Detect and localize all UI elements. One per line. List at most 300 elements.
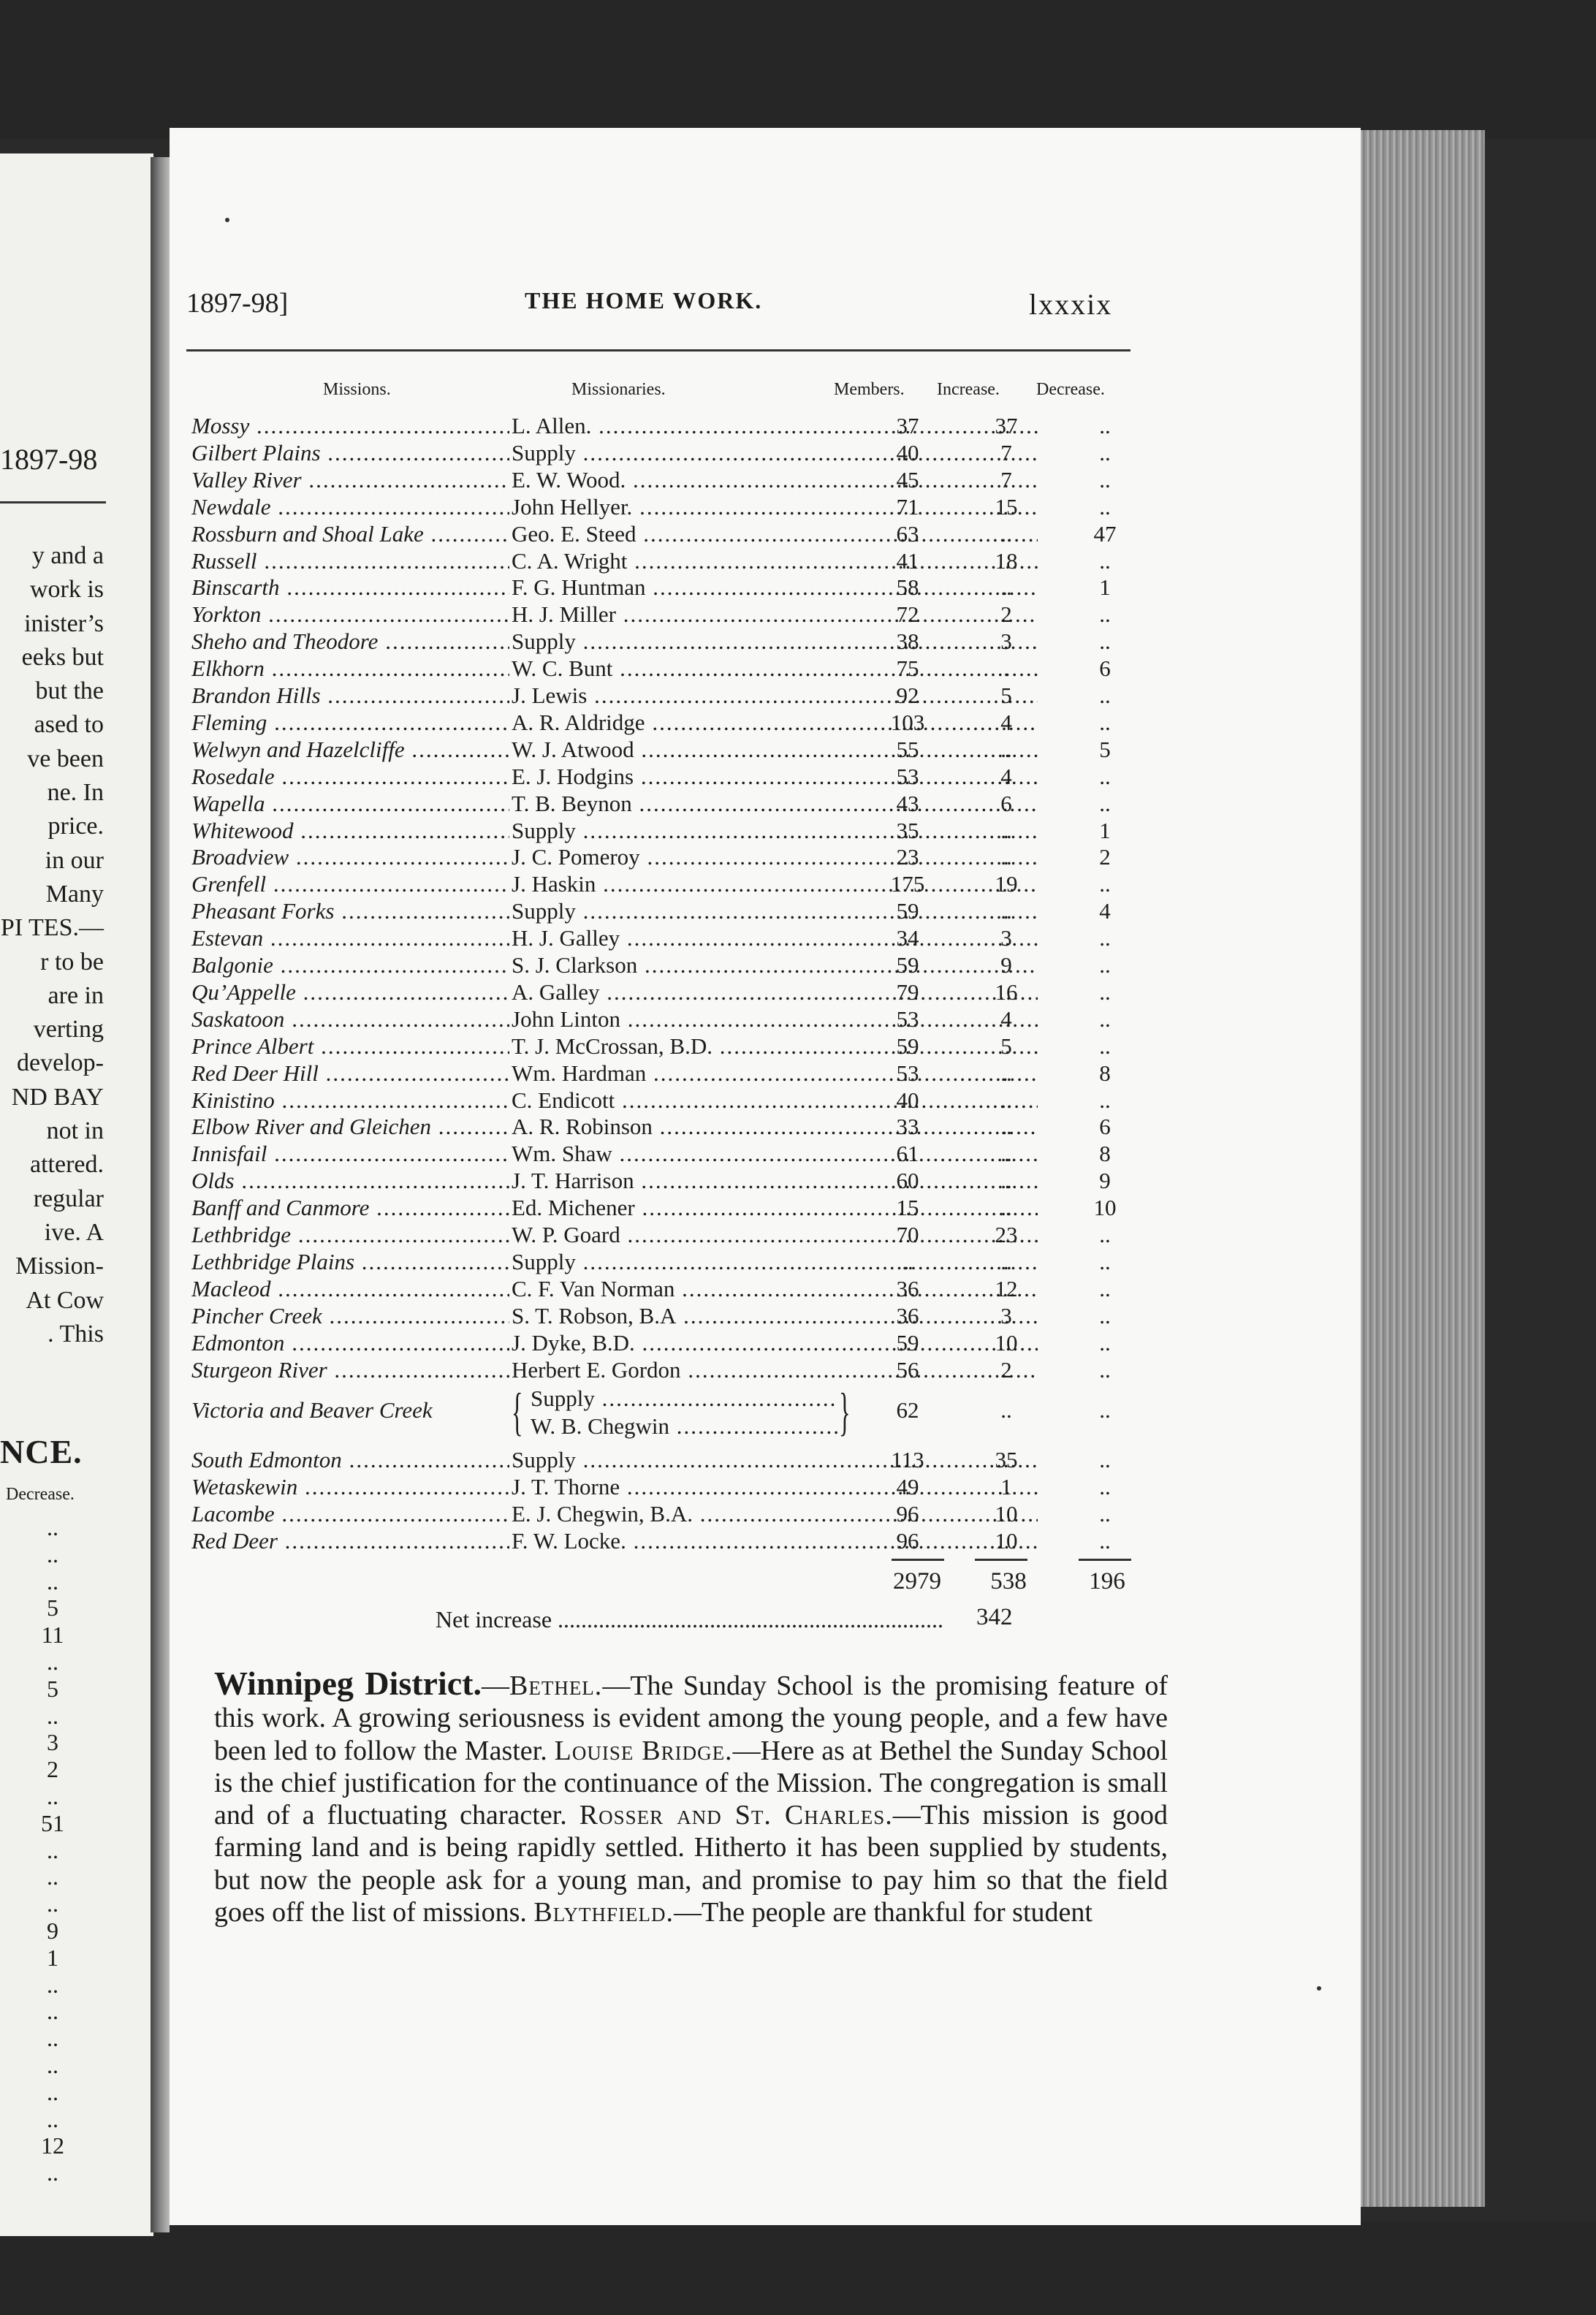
decrease-value: 8 [1099,1060,1111,1086]
table-row [191,1006,1156,1033]
decrease-value: .. [1099,871,1111,897]
left-page-decrease-value: .. [47,2159,58,2186]
mission-name: Lethbridge ..... [191,1222,509,1248]
missionary-name: A. R. Aldridge ..... [512,710,1038,736]
decrease-value: .. [1099,493,1111,520]
left-page-line: ve been [27,745,104,772]
table-row [191,737,1156,764]
decrease-value: .. [1099,1302,1111,1328]
mission-name: Innisfail ..... [191,1141,509,1167]
missionary-name: C. F. Van Norman ..... [512,1276,1038,1302]
members-value: 103 [890,709,925,735]
table-row [191,1033,1156,1060]
increase-value: 4 [1000,1006,1012,1032]
members-value: 33 [896,1114,919,1140]
district-paragraph: Winnipeg District.—Bethel.—The Sunday School is the promising feature of this work. A growing seriousness is evident among the young people, and a few have been led to follow the Master. Louise Bridge.—Here as at Bethel the Sunday School is the chief justification for the continuance of the Mission. The congregation is small and of a fluctuating character. Rosser and St. Charles.—This mission is good farming land and is being rapidly settled. Hitherto it has been supplied by students, but now the people ask for a young man, and promise to pay him so that the field goes off the list of missions. Blythfield.—The people are thankful for student [214,1665,1168,1928]
increase-value: .. [1000,1195,1012,1221]
members-value: 55 [896,736,919,762]
left-page-decrease-value: .. [47,2025,58,2052]
mission-name: Macleod ..... [191,1276,509,1302]
right-brace: } [839,1383,851,1441]
table-row [191,521,1156,548]
members-value: 58 [896,574,919,601]
left-page-decrease-value: .. [47,1836,58,1863]
members-value: 71 [896,493,919,520]
table-row [191,494,1156,521]
decrease-value: 47 [1093,520,1117,547]
mission-name: Russell ..... [191,548,509,574]
increase-value: .. [1000,1248,1012,1274]
left-page-line: inister’s [24,609,104,637]
left-page-line: Many [45,880,104,908]
col-header-decrease: Decrease. [1036,380,1105,399]
left-page-line: are in [48,981,104,1009]
increase-value: 7 [1000,466,1012,493]
members-value: 59 [896,952,919,978]
place-name: Louise Bridge. [554,1735,733,1766]
mission-name: Gilbert Plains ..... [191,440,509,466]
decrease-value: 4 [1099,898,1111,924]
decrease-value: .. [1099,466,1111,493]
table-row [191,1276,1156,1303]
table-row [191,440,1156,467]
increase-value: .. [1000,1397,1012,1423]
col-header-members: Members. [834,380,905,399]
members-value: 92 [896,683,919,708]
left-page-decrease-value: .. [47,2078,58,2105]
left-page-line: ND BAY [11,1083,104,1111]
increase-value: 3 [1000,1302,1012,1328]
left-page-decrease-value: 51 [41,1809,64,1836]
decrease-value: .. [1099,1397,1111,1423]
table-row [191,1249,1156,1276]
missionary-name: S. T. Robson, B.A ..... [512,1303,1038,1329]
mission-name: Whitewood ..... [191,818,509,844]
mission-name: Newdale ..... [191,494,509,520]
header-rule [186,349,1130,351]
missionary-name: E. J. Chegwin, B.A. ..... [512,1501,1038,1527]
total-decrease: 196 [1089,1568,1125,1594]
members-value: 60 [896,1168,919,1194]
left-page-decrease-value: 2 [47,1756,58,1783]
place-name: Blythfield. [533,1897,674,1928]
mission-name: Mossy ..... [191,413,509,439]
left-page-text [0,539,104,1351]
mission-name: Banff and Canmore ..... [191,1195,509,1221]
left-page-decrease-value: .. [47,2105,58,2132]
table-row [191,844,1156,871]
missionary-name: Herbert E. Gordon ..... [512,1357,1038,1383]
left-page-decrease-value: .. [47,1863,58,1890]
left-page-column-header: Decrease. [6,1485,75,1504]
missionary-name: A. R. Robinson ..... [512,1114,1038,1140]
left-page-line: not in [46,1117,104,1145]
missionary-name: H. J. Galley ..... [512,925,1038,951]
members-value: 53 [896,763,919,789]
table-row [191,1501,1156,1528]
increase-value: 18 [995,547,1018,574]
left-page-rule [0,501,106,503]
missionary-name: T. J. McCrossan, B.D. ..... [512,1033,1038,1060]
mission-name: Lethbridge Plains ..... [191,1249,509,1275]
left-page-line: . This [48,1320,104,1347]
missionary-name: A. Galley ..... [512,979,1038,1006]
missionary-name: Supply ..... [512,1447,1038,1473]
decrease-value: 6 [1099,1114,1111,1140]
increase-value: 4 [1000,763,1012,789]
decrease-value: 8 [1099,1141,1111,1167]
members-value: 53 [896,1060,919,1086]
increase-value: 10 [995,1329,1018,1356]
members-value: .. [902,1248,913,1274]
left-page-decrease-value: .. [47,1567,58,1594]
mission-name: Victoria and Beaver Creek [191,1397,433,1423]
table-row [191,628,1156,655]
missionary-name: H. J. Miller ..... [512,601,1038,628]
members-value: 53 [896,1006,919,1032]
missionary-name: J. T. Harrison ..... [512,1168,1038,1194]
members-value: 41 [896,547,919,574]
increase-value: 5 [1000,683,1012,708]
mission-name: Wapella ..... [191,791,509,817]
members-value: 23 [896,844,919,870]
missionary-name: J. T. Thorne ..... [512,1474,1038,1500]
decrease-value: .. [1099,763,1111,789]
members-value: 175 [890,871,925,897]
table-row [191,1474,1156,1501]
district-heading: Winnipeg District. [214,1665,482,1702]
table-row [191,1330,1156,1357]
table-row [191,1222,1156,1249]
table-row [191,1528,1156,1555]
paragraph-text: —The people are thankful for student [673,1897,1092,1928]
decrease-value: .. [1099,683,1111,708]
increase-value: .. [1000,844,1012,870]
decrease-value: .. [1099,1006,1111,1032]
paragraph-text: —This mission is good farming land and is being rapidly settled. Hitherto it has been supplied by students, but now the people ask for a young man, and promise to pay him so that the field goes off the list of missions. [214,1800,1168,1928]
missionary-name: C. A. Wright ..... [512,548,1038,574]
missionary-name: T. B. Beynon ..... [512,791,1038,817]
missionary-name: F. G. Huntman ..... [512,574,1038,601]
left-page-decrease-value: .. [47,1514,58,1540]
decrease-value: .. [1099,1248,1111,1274]
decrease-value: .. [1099,978,1111,1005]
decrease-value: .. [1099,952,1111,978]
increase-value: .. [1000,1114,1012,1140]
increase-value: 10 [995,1500,1018,1527]
left-page-decrease-value: 5 [47,1594,58,1622]
increase-value: 5 [1000,1033,1012,1059]
increase-value: 16 [995,978,1018,1005]
increase-value: 3 [1000,628,1012,655]
paragraph-text: —Here as at Bethel the Sunday School is the chief justification for the continuance of the Mission. The congregation is small and of a fluctuating character. [214,1735,1168,1831]
decrease-value: 2 [1099,844,1111,870]
table-row [191,467,1156,494]
speck [225,218,229,222]
left-page-decrease-value: 1 [47,1944,58,1971]
mission-name: Rosedale ..... [191,764,509,790]
left-brace: { [512,1383,523,1441]
missionary-name: Supply ..... [512,440,1038,466]
col-header-increase: Increase. [937,380,1000,399]
mission-name: Welwyn and Hazelcliffe ..... [191,737,509,763]
table-row [191,818,1156,845]
members-value: 36 [896,1302,919,1328]
mission-name: Grenfell ..... [191,871,509,897]
left-page-line: in our [45,846,104,874]
increase-value: 4 [1000,709,1012,735]
missionary-name: Ed. Michener ..... [512,1195,1038,1221]
left-page-line: work is [29,576,104,604]
table-row [191,683,1156,710]
left-page-decrease-value: .. [47,1971,58,1998]
missionary-name: S. J. Clarkson ..... [512,952,1038,978]
members-value: 49 [896,1473,919,1499]
members-value: 75 [896,655,919,682]
increase-value: .. [1000,817,1012,843]
increase-value: 9 [1000,952,1012,978]
place-name: Bethel. [509,1670,603,1701]
decrease-value: .. [1099,439,1111,465]
mission-name: Lacombe ..... [191,1501,509,1527]
missionary-name: Wm. Hardman ..... [512,1060,1038,1087]
missionary-name: J. Dyke, B.D. ..... [512,1330,1038,1356]
speck [1317,1986,1321,1991]
missionary-name: W. B. Chegwin ..... [531,1413,837,1440]
members-value: 72 [896,601,919,628]
book-spine [151,157,170,2232]
mission-name: Valley River ..... [191,467,509,493]
members-value: 79 [896,978,919,1005]
mission-name: Elbow River and Gleichen ..... [191,1114,509,1140]
missionary-name: F. W. Locke. ..... [512,1528,1038,1554]
increase-value: 12 [995,1275,1018,1301]
mission-name: Qu’Appelle ..... [191,979,509,1006]
total-members: 2979 [893,1568,941,1594]
members-value: 34 [896,925,919,951]
left-page-line: Mission- [15,1252,104,1280]
mission-name: Rossburn and Shoal Lake ..... [191,521,509,547]
table-row [191,710,1156,737]
left-page-line: eeks but [21,643,104,671]
mission-name: South Edmonton ..... [191,1447,509,1473]
increase-value: 3 [1000,925,1012,951]
table-row [191,1303,1156,1330]
increase-value: . [1003,655,1009,682]
left-page-decrease-value: .. [47,1998,58,2025]
members-value: 59 [896,1033,919,1059]
increase-value: 1 [1000,1473,1012,1499]
increase-value: .. [1000,1060,1012,1086]
left-page-line: ne. In [47,779,104,807]
left-page-decrease-value: 9 [47,1917,58,1944]
increase-value: .. [1000,898,1012,924]
table-row [191,979,1156,1006]
members-value: 62 [896,1397,919,1423]
missionary-name: J. C. Pomeroy ..... [512,844,1038,870]
decrease-value: .. [1099,601,1111,628]
increase-value: 37 [995,413,1018,438]
increase-value: 7 [1000,439,1012,465]
decrease-value: .. [1099,628,1111,655]
increase-value: 15 [995,493,1018,520]
increase-value: .. [1000,1141,1012,1167]
members-value: 36 [896,1275,919,1301]
mission-name: Estevan ..... [191,925,509,951]
increase-value: 10 [995,1527,1018,1554]
left-page-decrease-column [31,1514,75,2186]
table-row [191,764,1156,791]
missionary-name: E. W. Wood. ..... [512,467,1038,493]
mission-name: Balgonie ..... [191,952,509,978]
increase-value: .. [1000,736,1012,762]
left-page-line: develop- [17,1049,104,1077]
decrease-value: .. [1099,1087,1111,1113]
mission-name: Binscarth ..... [191,574,509,601]
missionary-brace-group [512,1383,862,1442]
left-page-line: PI TES.— [0,914,104,942]
decrease-value: .. [1099,1222,1111,1247]
table-row [191,898,1156,925]
members-value: 35 [896,817,919,843]
decrease-value: .. [1099,547,1111,574]
table-row [191,548,1156,575]
decrease-value: .. [1099,1356,1111,1383]
running-head-year: 1897-98] [186,288,289,319]
table-row [191,952,1156,979]
left-page-line: At Cow [26,1286,104,1314]
missionary-name: John Linton ..... [512,1006,1038,1033]
left-page-decrease-value: .. [47,2051,58,2078]
left-page-line: regular [33,1185,104,1212]
increase-value: .. [1000,1087,1012,1113]
table-row [191,791,1156,818]
members-value: 63 [896,520,919,547]
members-value: 15 [896,1195,919,1221]
mission-name: Red Deer ..... [191,1528,509,1554]
decrease-value: .. [1099,1275,1111,1301]
decrease-value: .. [1099,1447,1111,1472]
left-page-line: ased to [34,711,104,739]
mission-name: Yorkton ..... [191,601,509,628]
decrease-value: 1 [1099,817,1111,843]
net-increase-line: Net increase .................................................................. [436,1606,944,1632]
left-page-decrease-value: .. [47,1702,58,1729]
mission-name: Red Deer Hill ..... [191,1060,509,1087]
members-value: 40 [896,1087,919,1113]
left-page-decrease-value: .. [47,1540,58,1567]
left-page-heading: NCE. [0,1433,83,1470]
mission-name: Saskatoon ..... [191,1006,509,1033]
decrease-value: 5 [1099,736,1111,762]
decrease-value: .. [1099,1329,1111,1356]
increase-value: .. [1000,1168,1012,1194]
left-page-decrease-value: .. [47,1782,58,1809]
decrease-value: .. [1099,1473,1111,1499]
members-value: 38 [896,628,919,655]
missionary-name: Supply ..... [512,628,1038,655]
left-page-line: y and a [31,542,104,569]
page-number: lxxxix [1029,288,1113,321]
table-row [191,925,1156,952]
members-value: 61 [896,1141,919,1167]
decrease-value: .. [1099,1527,1111,1554]
increase-value: 35 [995,1447,1018,1472]
left-page-line: r to be [40,948,104,976]
background-top [0,0,1596,139]
left-page-decrease-value: 5 [47,1675,58,1702]
total-rule-members [892,1559,944,1561]
members-value: 43 [896,790,919,816]
table-row [191,871,1156,898]
missionary-name: Wm. Shaw ..... [512,1141,1038,1167]
members-value: 113 [891,1447,924,1472]
mission-name: Sturgeon River ..... [191,1357,509,1383]
decrease-value: 6 [1099,655,1111,682]
missionary-name: C. Endicott ..... [512,1087,1038,1114]
left-page-decrease-value: 3 [47,1729,58,1756]
left-page-decrease-value: .. [47,1890,58,1917]
total-rule-increase [975,1559,1027,1561]
net-increase-value: 342 [976,1604,1013,1630]
left-page-decrease-value: 12 [41,2132,64,2159]
mission-name: Elkhorn ..... [191,655,509,682]
left-page-line: verting [33,1016,104,1044]
members-value: 70 [896,1222,919,1247]
mission-name: Kinistino ..... [191,1087,509,1114]
decrease-value: .. [1099,413,1111,438]
mission-name: Edmonton ..... [191,1330,509,1356]
decrease-value: 10 [1093,1195,1117,1221]
members-value: 56 [896,1356,919,1383]
table-row [191,1357,1156,1384]
table-row [191,1447,1156,1474]
table-row [191,574,1156,601]
members-value: 59 [896,898,919,924]
left-page-decrease-value: 11 [41,1622,64,1649]
mission-name: Pheasant Forks ..... [191,898,509,924]
left-page-line: price. [48,813,104,840]
mission-name: Broadview ..... [191,844,509,870]
decrease-value: .. [1099,1500,1111,1527]
mission-name: Prince Albert ..... [191,1033,509,1060]
increase-value: 2 [1000,1356,1012,1383]
table-row [191,1114,1156,1141]
increase-value: 19 [995,871,1018,897]
missionary-name: Geo. E. Steed ..... [512,521,1038,547]
decrease-value: .. [1099,790,1111,816]
left-page-year: 1897-98 [0,443,98,476]
mission-name: Olds ..... [191,1168,509,1194]
total-rule-decrease [1079,1559,1131,1561]
increase-value: 6 [1000,790,1012,816]
missionary-name: W. P. Goard ..... [512,1222,1038,1248]
decrease-value: .. [1099,925,1111,951]
table-row [191,601,1156,628]
members-value: 59 [896,1329,919,1356]
decrease-value: 1 [1099,574,1111,601]
running-head-title: THE HOME WORK. [525,287,763,313]
missionary-name: Supply ..... [512,898,1038,924]
net-increase-label: Net increase [436,1606,552,1632]
missionary-name: J. Haskin ..... [512,871,1038,897]
col-header-missionaries: Missionaries. [571,380,666,399]
table-row [191,1060,1156,1087]
missionary-name: L. Allen. ..... [512,413,1038,439]
missionary-name: Supply ..... [531,1385,837,1413]
table-row [191,1168,1156,1195]
missionary-name: W. C. Bunt ..... [512,655,1038,682]
